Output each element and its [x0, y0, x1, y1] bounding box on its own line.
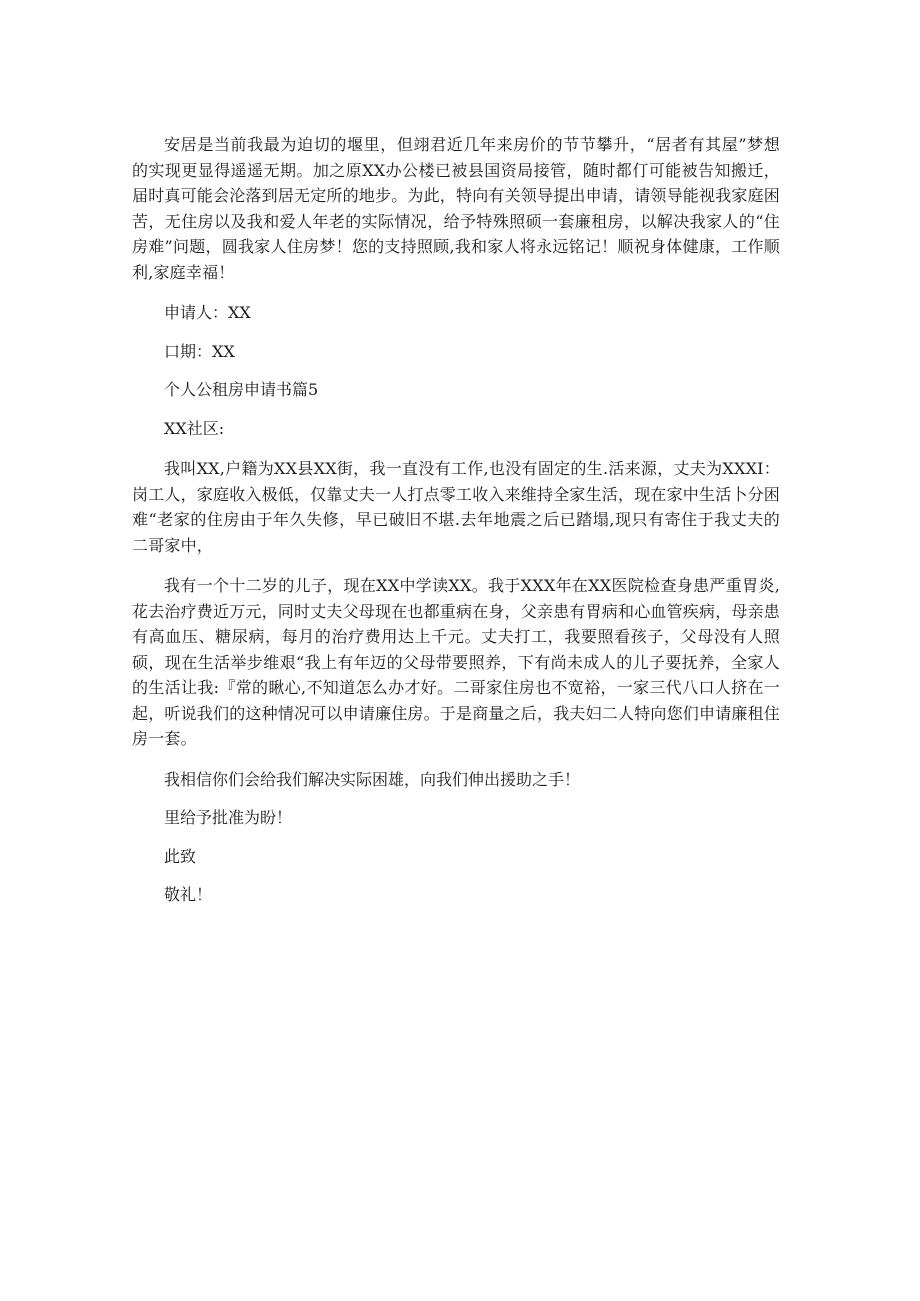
closing-request-approval: 里给予批准为盼！ — [164, 808, 293, 827]
recipient-line: XX社区: — [164, 418, 225, 438]
paragraph-medical-hardship: 我有一个十二岁的儿子，现在XX中学读XX。我于XXX年在XX医院检查身患严重胃炎,花去治疗费近万元，同时丈夫父母现在也都重病在身，父亲患有胃病和心血管疾病，母亲患有高血压、糖尿病，每月的治疗费用达上千元。丈夫打工，我要照看孩子，父母没有人照硕，现在生活举步维艰“我上有年迈的父母带要照养，下有尚未成人的儿子要抚养，全家人的生活让我:『常的瞅心,不知道怎么办才好。二哥家住房也不宽裕，一家三代八口人挤在一起，听说我们的这种情况可以申请廉住房。于是商量之后，我夫妇二人特向您们申请廉租住房一套。 — [132, 576, 781, 748]
section-title: 个人公租房申请书篇5 — [164, 380, 319, 399]
date-line: 口期：XX — [164, 341, 235, 361]
paragraph-family-situation: 我叫XX,户籍为XX县XX街，我一直没有工作,也没有固定的生.活来源，丈夫为XXXI：岗工人，家庭收入极低，仅靠丈夫一人打点零工收入来维持全家生活，现在家中生活卜分困难“老家的住房由于年久失修，早已破旧不堪.去年地震之后已踏塌,现只有寄住于我丈夫的二哥家中， — [132, 459, 781, 555]
applicant-line: 申请人：XX — [164, 303, 251, 322]
closing-salutation: 此致 — [164, 846, 197, 866]
closing-request-help: 我相信你们会给我们解决实际困雄，向我们伸出援助之手！ — [164, 769, 581, 789]
paragraph-housing-need: 安居是当前我最为迫切的堰里，但翊君近几年来房价的节节攀升，“居者有其屋”梦想的实现更显得遥遥无期。加之原XX办公楼已被县国资局接管，随时都仃可能被告知搬迁，届时真可能会沦落到居无定所的地步。为此，特向有关领导提出申请，请领导能视我家庭困苦，无住房以及我和爱人年老的实际情况，给予特殊照硕一套廉租房，以解决我家人的“住房难”问题，圆我家人住房梦！您的支持照顾,我和家人将永远铭记！顺祝身体健康，工作顺利,家庭幸福！ — [132, 135, 781, 282]
closing-regards: 敬礼！ — [164, 885, 213, 904]
document-body — [132, 132, 780, 908]
